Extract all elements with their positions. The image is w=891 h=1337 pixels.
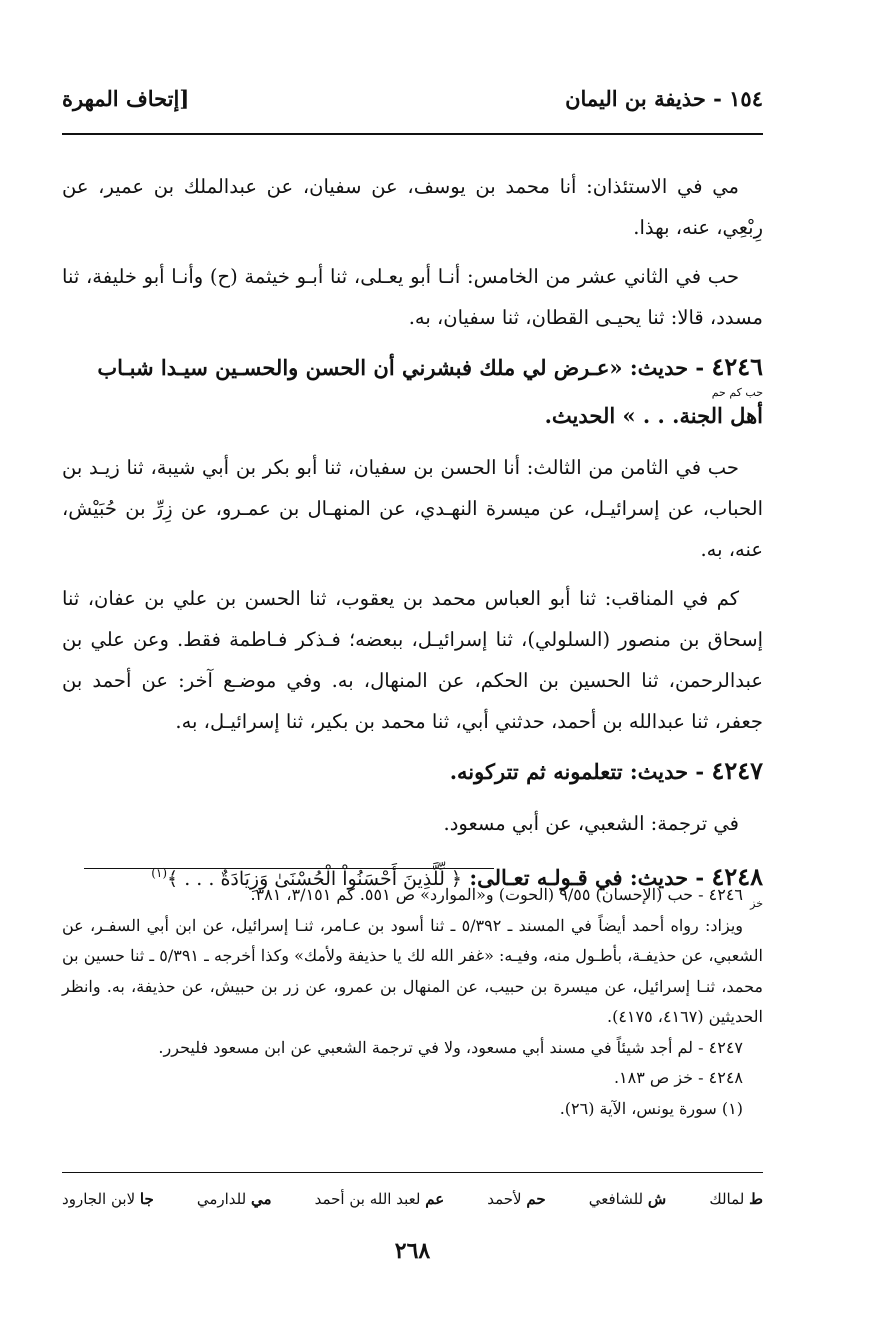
note-4246: ٤٢٤٦ - حب (الإحسان) ٩/٥٥ (الحوت) و«الموارد» ص ٥٥١. كم ٣/١٥١، ٣٨١. <box>250 885 743 904</box>
hadith-number: ٤٢٤٧ <box>711 756 763 785</box>
quran-verse: ﴿ لِّلَّذِينَ أَحْسَنُواْ الْحُسْنَىٰ وَزِيَادَةٌ . . . ﴾ <box>167 868 463 890</box>
paragraph-tarjama: في ترجمة: الشعبي، عن أبي مسعود. <box>443 812 739 835</box>
sigla-key <box>62 1190 763 1208</box>
running-header <box>62 78 763 118</box>
sigla-item: عم لعبد الله بن أحمد <box>314 1190 445 1208</box>
hadith-heading-tail: أهل الجنة. . . » الحديث. <box>544 403 763 428</box>
note-4247: ٤٢٤٧ - لم أجد شيئاً في مسند أبي مسعود، ولا في ترجمة الشعبي عن ابن مسعود فليحرر. <box>158 1037 743 1057</box>
footnotes-rule <box>84 868 494 869</box>
footnote-marker: (١) <box>151 866 168 880</box>
hadith-entry-4246 <box>62 346 763 437</box>
note-4246-addition: ويزاد: رواه أحمد أيضاً في المسند ـ ٥/٣٩٢ ـ ثنا أسود بن عـامر، ثنـا إسرائيل، عن ابن أبي السفـر، عن الشعبي، عن حذيفـة، بأطـول منه، وفيـه: «غفر الله لك يا حذيفة ولأمك» وكذا أخرجه ـ ٥/٣٩١ ـ ثنا حسين بن محمد، ثنـا إسرائيل، عن ميسرة بن حبيب، عن المنهال بن عمرو، عن زر بن حبيش، عن حذيفة، به. وانظر الحديثين (٤١٦٧، ٤١٧٥). <box>62 915 764 1026</box>
header-book-title: [إتحاف المهرة <box>62 85 190 111</box>
sigla-item: جا لابن الجارود <box>62 1190 154 1208</box>
hadith-heading: - حديث: «عـرض لي ملك فبشرني أن الحسن والحسـين سيـدا شبـاب <box>97 355 705 380</box>
footnotes <box>62 880 763 1124</box>
hadith-heading: - حديث: تتعلمونه ثم تتركونه. <box>449 759 705 784</box>
sigla-rule <box>62 1172 763 1173</box>
note-quran-ref: (١) سورة يونس، الآية (٢٦). <box>559 1098 743 1118</box>
page-number: ٢٦٨ <box>394 1238 431 1264</box>
sigla-item: مي للدارمي <box>196 1190 272 1208</box>
hadith-number: ٤٢٤٨ <box>711 862 763 891</box>
source-sigla: خز <box>750 897 763 910</box>
hadith-heading: - حديث: في قـولـه تعـالى: <box>469 865 705 890</box>
paragraph-km: كم في المناقب: ثنا أبو العباس محمد بن يعقوب، ثنا الحسن بن علي بن عفان، ثنا إسحاق بن منصور (السلولي)، ثنا إسرائيـل، ببعضه؛ فـذكر فـاطمة فقط. وعن علي بن عبدالرحمن، ثنا الحسين بن الحكم، عن المنهال، به. وفي موضـع آخر: عن أحمد بن جعفر، ثنا عبدالله بن أحمد، حدثني أبي، ثنا محمد بن بكير، ثنا إسرائيـل، به. <box>62 587 763 733</box>
book-page <box>62 0 763 1337</box>
paragraph-mi: مي في الاستئذان: أنا محمد بن يوسف، عن سفيان، عن عبدالملك بن عمير، عن رِبْعِي، عنه، بهذا. <box>62 175 763 239</box>
source-sigla: حب كم حم <box>711 386 763 399</box>
sigla-item: ش للشافعي <box>588 1190 667 1208</box>
sigla-item: ط لمالك <box>709 1190 763 1208</box>
sigla-item: حم لأحمد <box>487 1190 546 1208</box>
hadith-entry-4247 <box>62 750 763 793</box>
hadith-number: ٤٢٤٦ <box>711 352 763 381</box>
header-chapter-title: ١٥٤ - حذيفة بن اليمان <box>565 85 763 111</box>
main-text <box>62 166 763 916</box>
header-rule <box>62 133 763 135</box>
paragraph-hb-2: حب في الثامن من الثالث: أنا الحسن بن سفيان، ثنا أبو بكر بن أبي شيبة، ثنا زيـد بن الحباب، عن إسرائيـل، عن ميسرة النهـدي، عن المنهـال بن عمـرو، عن زِرِّ بن حُبَيْش، عنه، به. <box>62 456 763 561</box>
note-4248: ٤٢٤٨ - خز ص ١٨٣. <box>613 1068 743 1087</box>
paragraph-hb-1: حب في الثاني عشر من الخامس: أنـا أبو يعـلى، ثنا أبـو خيثمة (ح) وأنـا أبو خليفة، ثنا مسدد، قالا: ثنا يحيـى القطان، ثنا سفيان، به. <box>62 265 763 329</box>
